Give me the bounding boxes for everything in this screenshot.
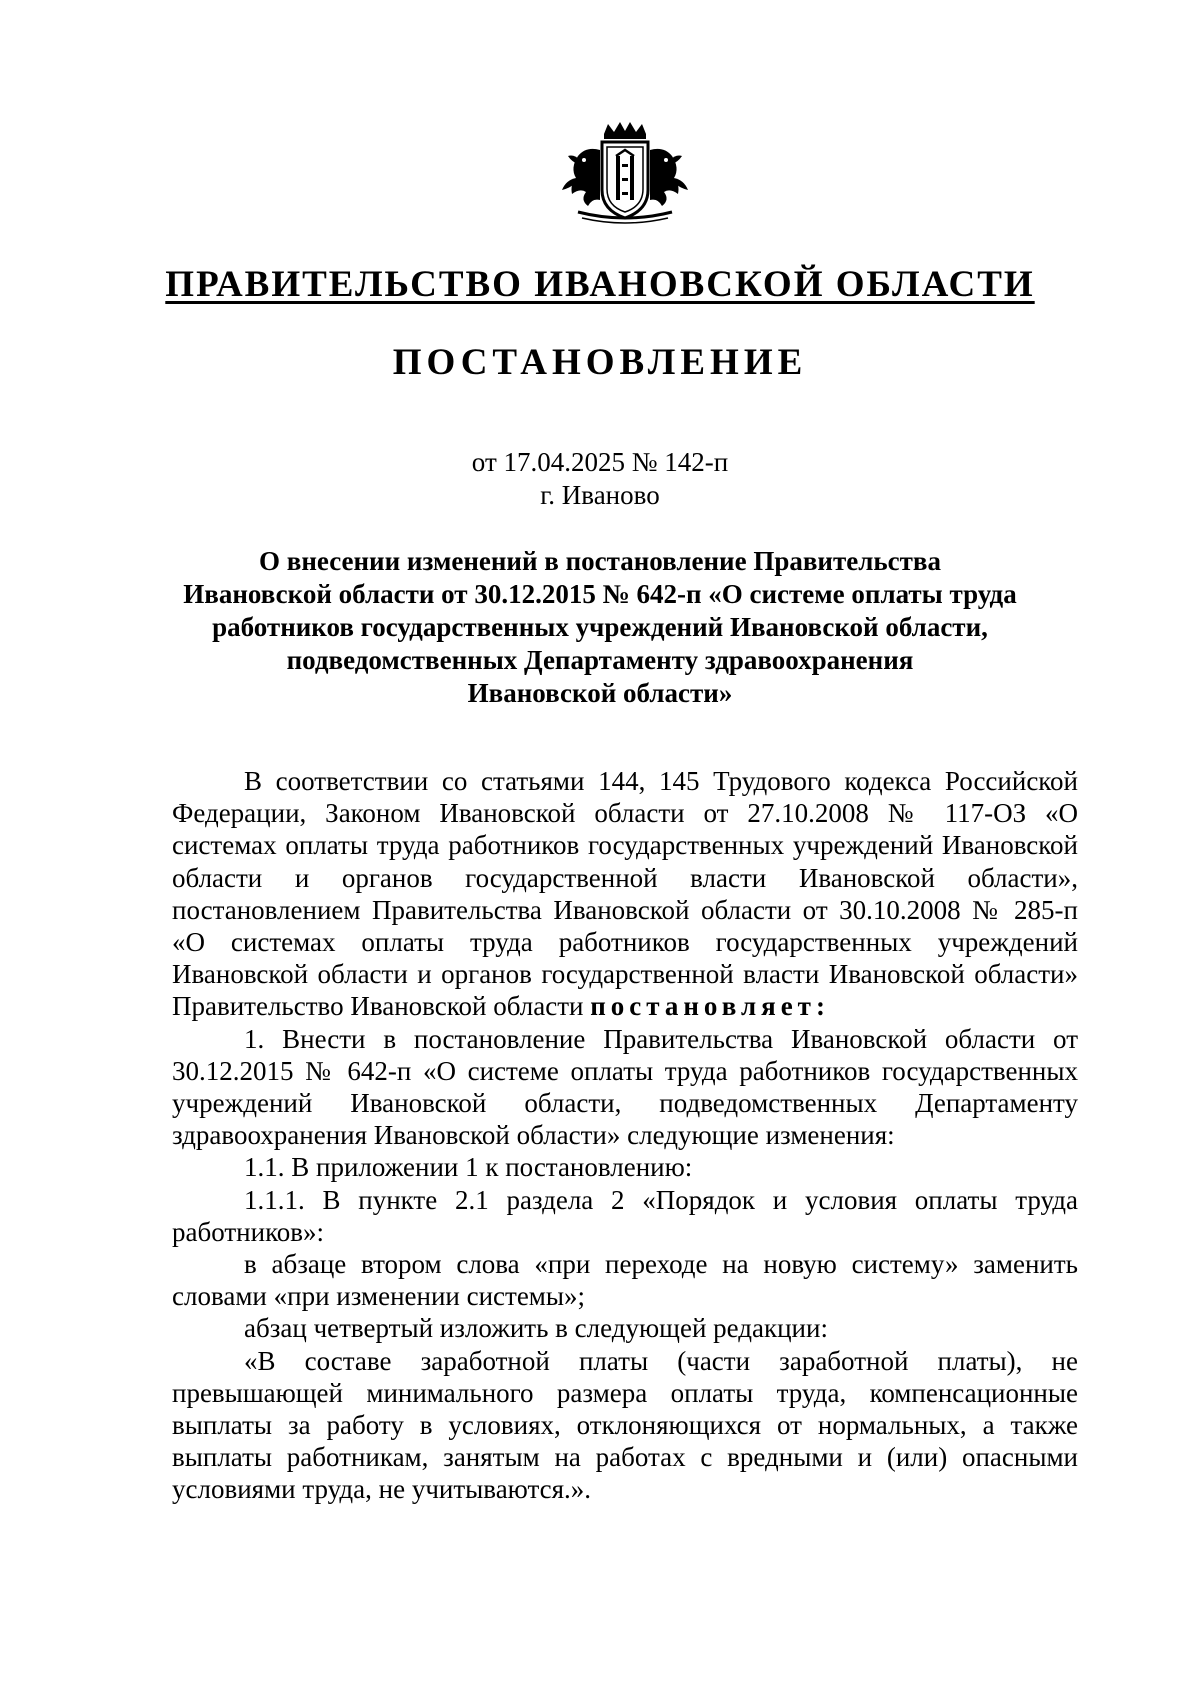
preamble-text: В соответствии со статьями 144, 145 Трудового кодекса Российской Федерации, Законом Ивановской области от 27.10.2008 № 117-ОЗ «О системах оплаты труда работников государственных учреждений Ивановской области и органов государственной власти Ивановской области», постановлением Правительства Ивановской области от 30.10.2008 № 285-п «О системах оплаты труда работников государственных учреждений Ивановской области и органов государственной власти Ивановской области» Правительство Ивановской области	[172, 766, 1078, 1022]
document-meta	[0, 446, 1200, 512]
document-type-title: ПОСТАНОВЛЕНИЕ	[392, 342, 808, 383]
subject-line: Ивановской области»	[467, 678, 733, 708]
body-paragraph: 1. Внести в постановление Правительства Ивановской области от 30.12.2015 № 642-п «О системе оплаты труда работников государственных учреждений Ивановской области, подведомственных Департаменту здравоохранения Ивановской области» следующие изменения:	[172, 1023, 1078, 1151]
document-body	[172, 765, 1078, 1506]
body-paragraph: «В составе заработной платы (части заработной платы), не превышающей минимального размера оплаты труда, компенсационные выплаты за работу в условиях, отклоняющихся от нормальных, а также выплаты работникам, занятым на работах с вредными и (или) опасными условиями труда, не учитываются.».	[172, 1345, 1078, 1505]
organization-title	[0, 262, 1200, 308]
body-paragraph: 1.1. В приложении 1 к постановлению:	[244, 1152, 693, 1183]
body-paragraph: в абзаце втором слова «при переходе на новую систему» заменить словами «при изменении системы»;	[172, 1249, 1078, 1312]
resolves-keyword: постановляет:	[590, 991, 830, 1022]
city: г. Иваново	[540, 480, 660, 510]
date-number: от 17.04.2025 № 142-п	[471, 447, 729, 477]
subject-line: Ивановской области от 30.12.2015 № 642-п «О системе оплаты труда	[183, 579, 1017, 609]
body-paragraph: 1.1.1. В пункте 2.1 раздела 2 «Порядок и условия оплаты труда работников»:	[172, 1184, 1078, 1247]
body-paragraph: абзац четвертый изложить в следующей редакции:	[244, 1313, 828, 1344]
coat-of-arms-emblem	[558, 120, 692, 226]
subject-line: О внесении изменений в постановление Правительства	[259, 546, 941, 576]
document-subject	[100, 545, 1100, 710]
preamble-paragraph	[172, 765, 1078, 1023]
subject-line: работников государственных учреждений Ивановской области,	[212, 612, 988, 642]
organization-title-text: ПРАВИТЕЛЬСТВО ИВАНОВСКОЙ ОБЛАСТИ	[165, 264, 1035, 305]
subject-line: подведомственных Департаменту здравоохранения	[286, 645, 914, 675]
